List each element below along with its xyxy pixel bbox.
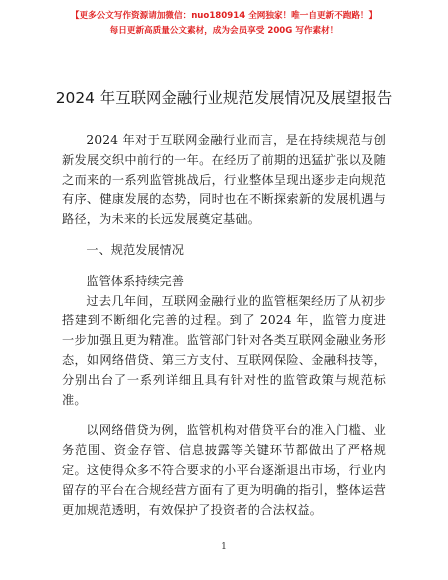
body-paragraph-p2p-lending: 以网络借贷为例，监管机构对借贷平台的准入门槛、业务范围、资金存管、信息披露等关键环节都做出了严格规定。这使得众多不符合要求的小平台逐渐退出市场，行业内留存的平台在合规经营方面有了更为明确的指引，整体运营更加规范透明，有效保护了投资者的合法权益。: [62, 423, 386, 517]
page-number: 1: [221, 542, 227, 552]
document-title: 2024 年互联网金融行业规范发展情况及展望报告: [55, 89, 393, 107]
intro-paragraph: 2024 年对于互联网金融行业而言，是在持续规范与创新发展交织中前行的一年。在经历了前期的迅猛扩张以及随之而来的一系列监管挑战后，行业整体呈现出逐步走向规范有序、健康发展的态势，同时也在不断探索新的发展机遇与路径，为未来的长远发展奠定基础。: [62, 133, 386, 227]
promo-banner: [0, 10, 448, 37]
section-heading-regulation: 一、规范发展情况: [86, 242, 184, 257]
promo-banner-line-1: 【更多公文写作资源请加微信：nuo180914 全网独家！唯一自更新不跑路！】: [70, 11, 378, 21]
subsection-heading-oversight: 监管体系持续完善: [86, 273, 184, 288]
body-paragraph-framework: 过去几年间，互联网金融行业的监管框架经历了从初步搭建到不断细化完善的过程。到了 2024 年，监管力度进一步加强且更为精准。监管部门针对各类互联网金融业务形态，如网络借贷、第三方支付、互联网保险、金融科技等，分别出台了一系列详细且具有针对性的监管政策与规范标准。: [62, 293, 386, 407]
promo-banner-line-2: 每日更新高质量公文素材，成为会员享受 200G 写作素材！: [109, 26, 339, 36]
document-body: [62, 131, 386, 520]
